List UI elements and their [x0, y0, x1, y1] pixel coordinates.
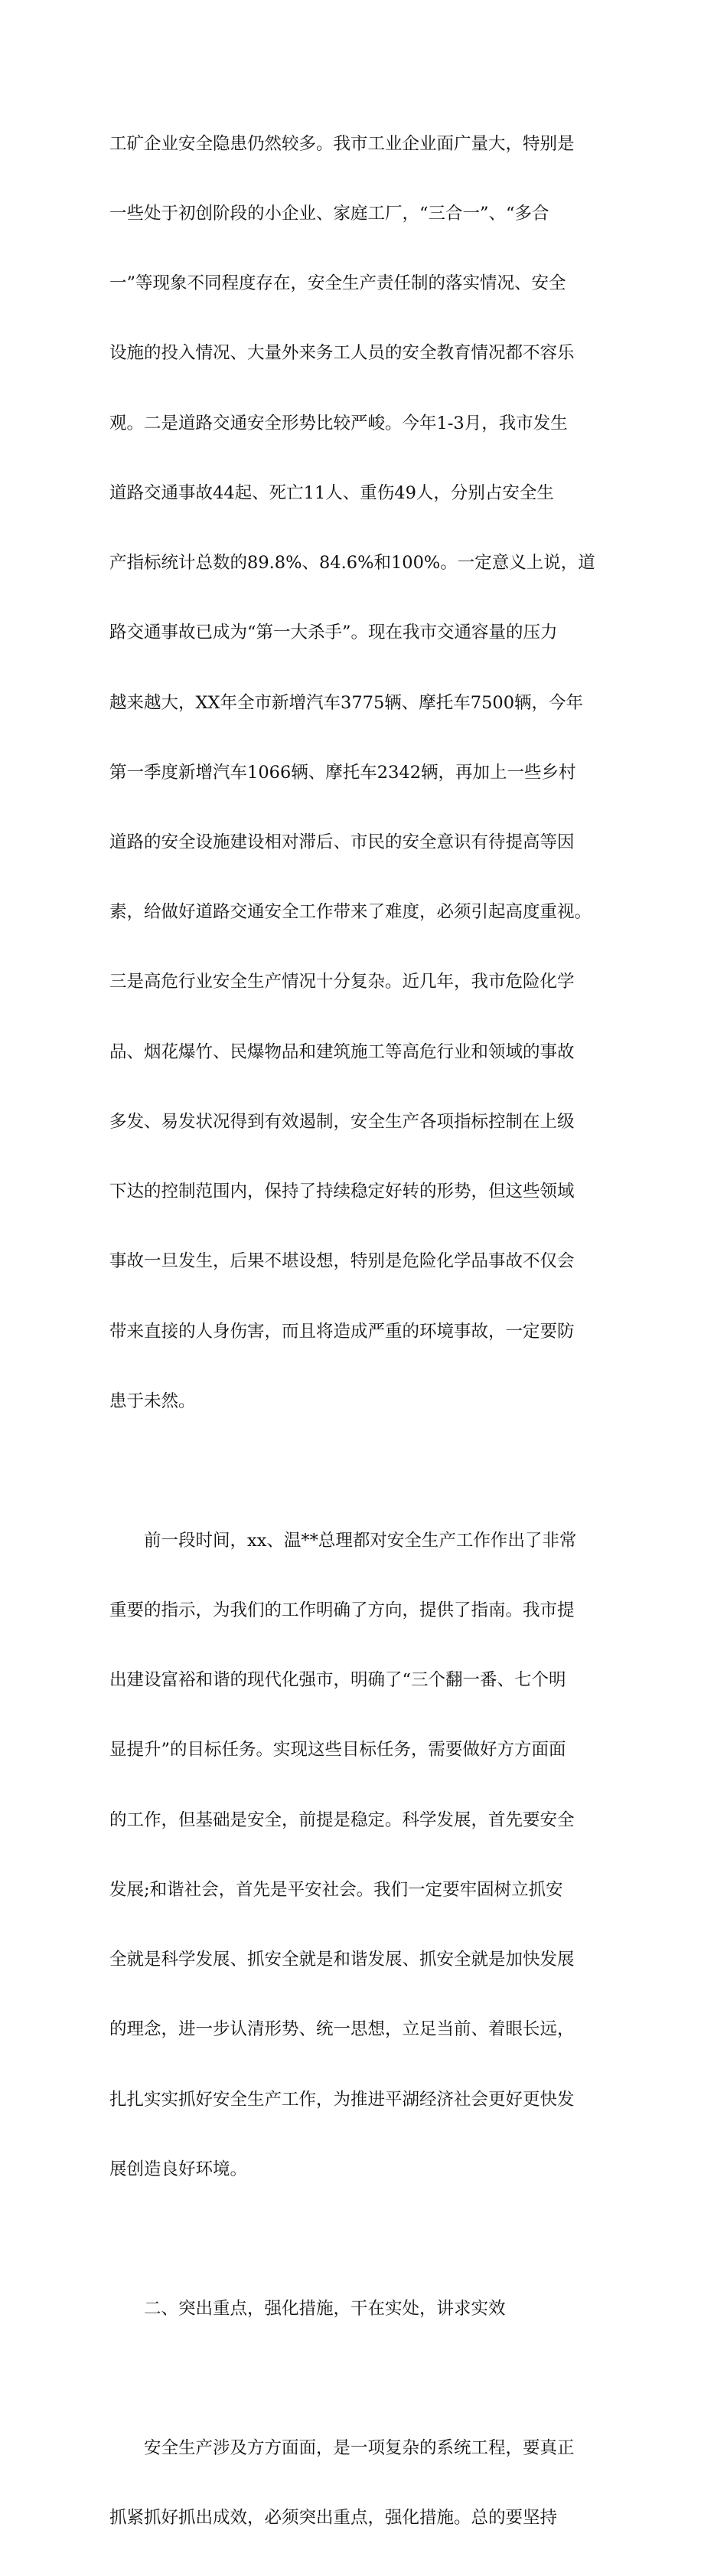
- heading-text: 二、突出重点，强化措施，干在实处，讲求实效: [144, 2298, 506, 2319]
- text-line: 观。二是道路交通安全形势比较严峻。今年1-3月，我市发生: [109, 413, 568, 433]
- text-line: 抓紧抓好抓出成效，必须突出重点，强化措施。总的要坚持: [109, 2508, 558, 2529]
- paragraph-spacer: [109, 2228, 637, 2251]
- text-line: 产指标统计总数的89.8%、84.6%和100%。一定意义上说，道: [109, 553, 595, 574]
- text-line: 工矿企业安全隐患仍然较多。我市工业企业面广量大，特别是: [109, 133, 575, 154]
- paragraph-spacer: [109, 2367, 637, 2390]
- text-line: 一些处于初创阶段的小企业、家庭工厂，“三合一”、“多合: [109, 204, 549, 224]
- text-line: 道路交通事故44起、死亡11人、重伤49人，分别占安全生: [109, 482, 554, 503]
- text-line: 一”等现象不同程度存在，安全生产责任制的落实情况、安全: [109, 273, 566, 294]
- text-line: 事故一旦发生，后果不堪设想，特别是危险化学品事故不仅会: [109, 1251, 575, 1272]
- text-line: 设施的投入情况、大量外来务工人员的安全教育情况都不容乐: [109, 343, 575, 364]
- text-line: 的理念，进一步认清形势、统一思想，立足当前、着眼长远，: [109, 2019, 575, 2040]
- text-line: 重要的指示，为我们的工作明确了方向，提供了指南。我市提: [109, 1600, 575, 1620]
- text-line: 多发、易发状况得到有效遏制，安全生产各项指标控制在上级: [109, 1111, 575, 1132]
- text-line: 发展;和谐社会，首先是平安社会。我们一定要牢固树立抓安: [109, 1879, 563, 1900]
- text-line: 安全生产涉及方方面面，是一项复杂的系统工程，要真正: [144, 2437, 575, 2458]
- document-page: [109, 86, 637, 2576]
- text-line: 道路的安全设施建设相对滞后、市民的安全意识有待提高等因: [109, 832, 575, 852]
- text-line: 出建设富裕和谐的现代化强市，明确了“三个翻一番、七个明: [109, 1670, 566, 1691]
- paragraph-measures: [109, 2390, 637, 2576]
- paragraph-hazards: [109, 86, 637, 1460]
- section-heading: [109, 2251, 637, 2367]
- text-line: 素，给做好道路交通安全工作带来了难度，必须引起高度重视。: [109, 902, 592, 923]
- text-line: 品、烟花爆竹、民爆物品和建筑施工等高危行业和领域的事故: [109, 1041, 575, 1062]
- text-line: 路交通事故已成为“第一大杀手”。现在我市交通容量的压力: [109, 623, 558, 643]
- text-line: 三是高危行业安全生产情况十分复杂。近几年，我市危险化学: [109, 972, 575, 992]
- text-line: 全就是科学发展、抓安全就是和谐发展、抓安全就是加快发展: [109, 1950, 575, 1970]
- text-line: 下达的控制范围内，保持了持续稳定好转的形势，但这些领域: [109, 1182, 575, 1202]
- paragraph-directives: [109, 1483, 637, 2228]
- text-line: 扎扎实实抓好安全生产工作，为推进平湖经济社会更好更快发: [109, 2089, 575, 2110]
- text-line: 前一段时间，xx、温**总理都对安全生产工作作出了非常: [144, 1530, 577, 1551]
- text-line: 带来直接的人身伤害，而且将造成严重的环境事故，一定要防: [109, 1321, 575, 1342]
- text-line: 的工作，但基础是安全，前提是稳定。科学发展，首先要安全: [109, 1809, 575, 1830]
- text-line: 患于未然。: [109, 1391, 196, 1411]
- text-line: 越来越大，XX年全市新增汽车3775辆、摩托车7500辆，今年: [109, 692, 584, 713]
- text-line: 展创造良好环境。: [109, 2159, 248, 2179]
- text-line: 显提升”的目标任务。实现这些目标任务，需要做好方方面面: [109, 1740, 566, 1760]
- text-line: 第一季度新增汽车1066辆、摩托车2342辆，再加上一些乡村: [109, 762, 576, 783]
- paragraph-spacer: [109, 1460, 637, 1483]
